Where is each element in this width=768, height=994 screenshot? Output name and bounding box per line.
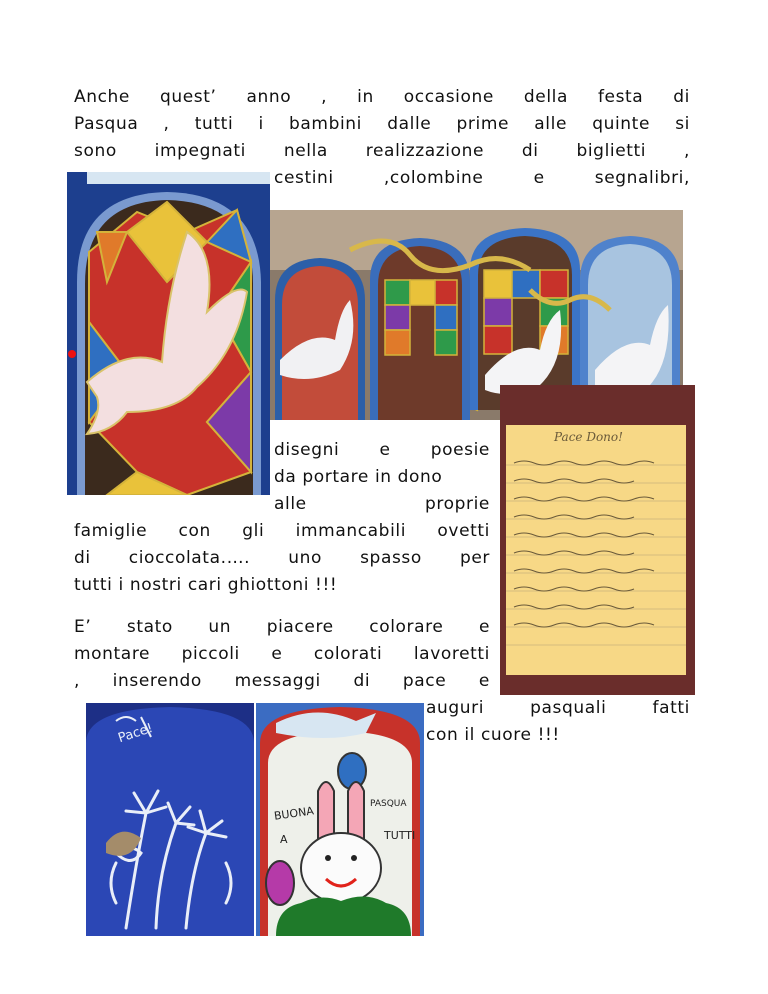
blue-card-label: Pace!: [116, 720, 155, 747]
photo-dove-card: [67, 172, 270, 495]
paragraph2-line2: da portare in dono: [274, 467, 443, 487]
paragraph2-line4: famiglie con gli immancabili ovetti: [74, 521, 490, 541]
paragraph3-line4: auguri pasquali fatti: [426, 698, 690, 718]
paragraph2-line5: di cioccolata.…. uno spasso per: [74, 548, 490, 568]
photo-handwritten-letter: [500, 385, 695, 695]
paragraph1-line2: Pasqua , tutti i bambini dalle prime alle quinte si: [74, 114, 690, 134]
paragraph3-line5: con il cuore !!!: [426, 725, 560, 745]
letter-title: Pace Dono!: [554, 430, 623, 444]
paragraph1-line3: sono impegnati nella realizzazione di biglietti ,: [74, 141, 690, 161]
bunny-card-word2: A: [280, 833, 288, 846]
photo-blue-flower-card: [86, 703, 254, 936]
bunny-card-word4: TUTTI: [384, 829, 416, 842]
paragraph3-line3: , inserendo messaggi di pace e: [74, 671, 490, 691]
paragraph2-line1: disegni e poesie: [274, 440, 490, 460]
paragraph3-line2: montare piccoli e colorati lavoretti: [74, 644, 490, 664]
bunny-card-word1: BUONA: [273, 804, 315, 823]
paragraph3-line1: E’ stato un piacere colorare e: [74, 617, 490, 637]
paragraph1-line4: cestini ,colombine e segnalibri,: [274, 168, 690, 188]
bunny-card-word3: PASQUA: [370, 799, 407, 809]
paragraph2-line3: alle proprie: [274, 494, 490, 514]
letter-paper: [506, 425, 686, 675]
paragraph2-line6: tutti i nostri cari ghiottoni !!!: [74, 575, 338, 595]
photo-bunny-card: [256, 703, 424, 936]
paragraph1-line1: Anche quest’ anno , in occasione della festa di: [74, 87, 690, 107]
